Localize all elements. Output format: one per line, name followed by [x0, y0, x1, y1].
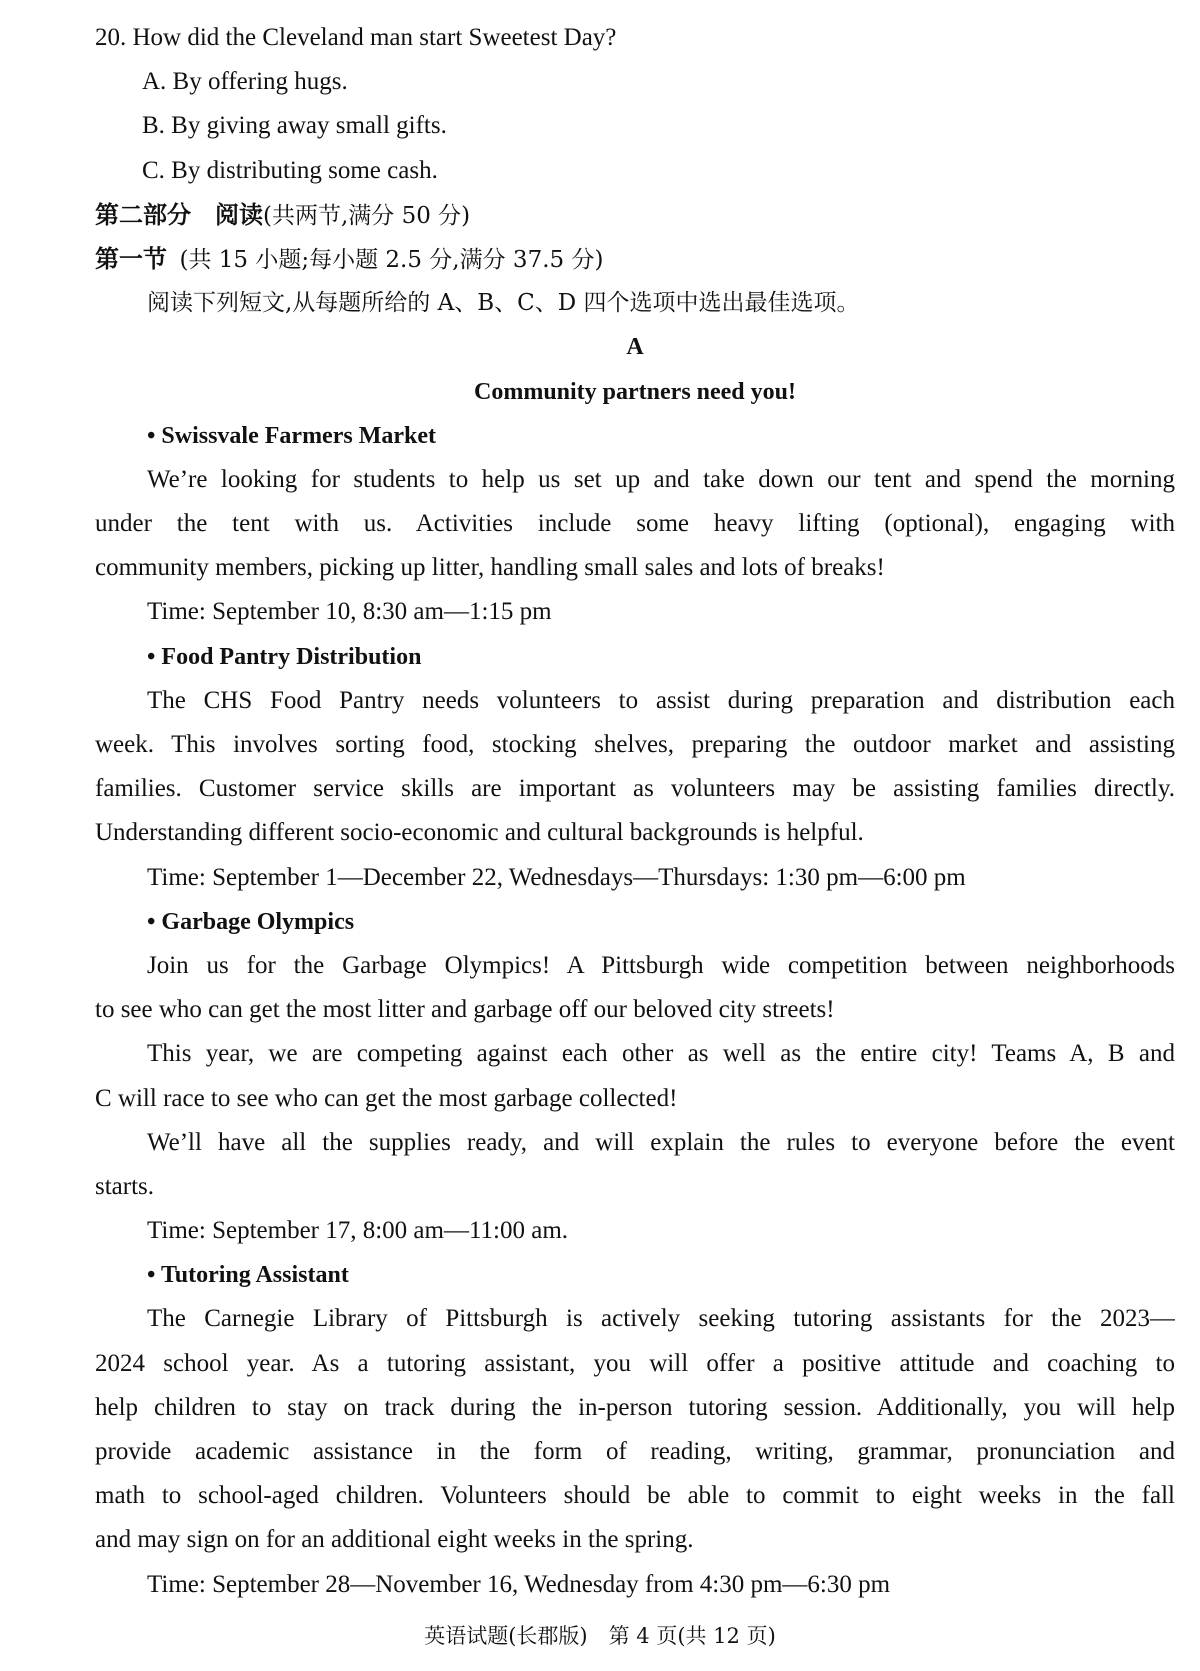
- question-20-option-a: A. By offering hugs.: [142, 68, 348, 96]
- item-heading-tutoring-assistant: • Tutoring Assistant: [147, 1262, 349, 1289]
- paragraph-line: The CHS Food Pantry needs volunteers to assist during preparation and distribution each: [147, 686, 1175, 714]
- paragraph-line: under the tent with us. Activities include some heavy lifting (optional), engaging with: [95, 510, 1175, 538]
- paragraph-line: C will race to see who can get the most garbage collected!: [95, 1084, 678, 1112]
- paragraph-line: community members, picking up litter, handling small sales and lots of breaks!: [95, 554, 885, 582]
- paragraph-line: This year, we are competing against each other as well as the entire city! Teams A, B and: [147, 1040, 1175, 1068]
- section1-title: 第一节: [95, 244, 167, 273]
- page-footer: 英语试题(长郡版) 第 4 页(共 12 页): [424, 1624, 776, 1648]
- paragraph-line: families. Customer service skills are important as volunteers may be assisting families directly.: [95, 775, 1175, 803]
- exam-page: [95, 16, 1175, 1607]
- paragraph-line: help children to stay on track during the in-person tutoring session. Additionally, you will help: [95, 1393, 1175, 1421]
- item-time-tutoring-assistant: Time: September 28—November 16, Wednesday from 4:30 pm—6:30 pm: [147, 1570, 891, 1598]
- section1-instruction: 阅读下列短文,从每题所给的 A、B、C、D 四个选项中选出最佳选项。: [147, 290, 860, 317]
- paragraph-line: math to school-aged children. Volunteers should be able to commit to eight weeks in the fall: [95, 1482, 1175, 1510]
- item-heading-food-pantry: • Food Pantry Distribution: [147, 643, 422, 670]
- paragraph-line: We’ll have all the supplies ready, and will explain the rules to everyone before the event: [147, 1128, 1175, 1156]
- item-time-garbage-olympics: Time: September 17, 8:00 am—11:00 am.: [147, 1217, 569, 1245]
- part2-note: (共两节,满分 50 分): [263, 202, 471, 229]
- part2-title: 第二部分 阅读: [95, 200, 263, 229]
- paragraph-line: week. This involves sorting food, stocking shelves, preparing the outdoor market and assisting: [95, 731, 1175, 758]
- paragraph-line: to see who can get the most litter and garbage off our beloved city streets!: [95, 996, 835, 1024]
- question-20-option-c: C. By distributing some cash.: [142, 156, 438, 184]
- item-time-food-pantry: Time: September 1—December 22, Wednesdays—Thursdays: 1:30 pm—6:00 pm: [147, 863, 966, 891]
- paragraph-line: provide academic assistance in the form of reading, writing, grammar, pronunciation and: [95, 1438, 1175, 1465]
- passage-title: Community partners need you!: [474, 378, 796, 405]
- paragraph-line: The Carnegie Library of Pittsburgh is actively seeking tutoring assistants for the 2023—: [147, 1305, 1175, 1333]
- part2-header: [95, 193, 1175, 237]
- section1-header: [95, 237, 1175, 281]
- paragraph-line: Join us for the Garbage Olympics! A Pittsburgh wide competition between neighborhoods: [147, 951, 1175, 979]
- item-heading-farmers-market: • Swissvale Farmers Market: [147, 422, 436, 449]
- paragraph-line: We’re looking for students to help us set up and take down our tent and spend the morning: [147, 465, 1175, 493]
- section1-note: (共 15 小题;每小题 2.5 分,满分 37.5 分): [179, 246, 604, 273]
- question-20-stem: 20. How did the Cleveland man start Sweetest Day?: [95, 24, 617, 51]
- passage-letter: A: [626, 334, 644, 361]
- paragraph-line: Understanding different socio-economic and cultural backgrounds is helpful.: [95, 819, 864, 847]
- paragraph-line: starts.: [95, 1172, 155, 1200]
- item-time-farmers-market: Time: September 10, 8:30 am—1:15 pm: [147, 598, 552, 626]
- item-heading-garbage-olympics: • Garbage Olympics: [147, 908, 355, 935]
- question-20-option-b: B. By giving away small gifts.: [142, 112, 447, 140]
- paragraph-line: 2024 school year. As a tutoring assistant, you will offer a positive attitude and coaching to: [95, 1349, 1175, 1377]
- paragraph-line: and may sign on for an additional eight weeks in the spring.: [95, 1526, 694, 1554]
